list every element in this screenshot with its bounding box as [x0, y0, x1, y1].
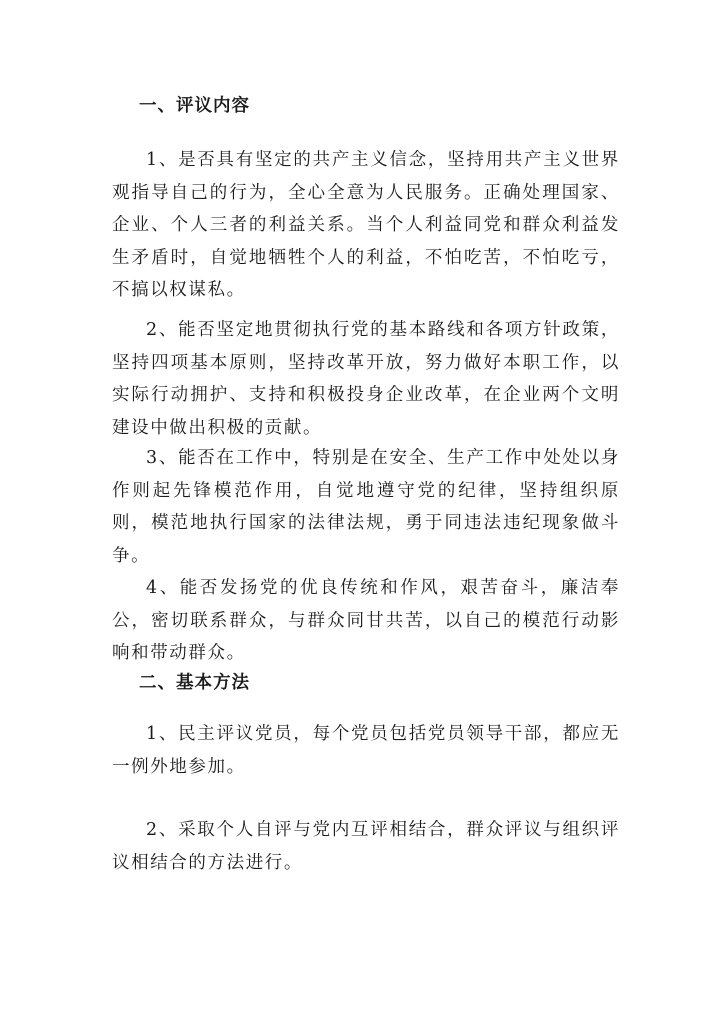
paragraph-method-2: 2、采取个人自评与党内互评相结合，群众评议与组织评议相结合的方法进行。	[112, 820, 620, 873]
paragraph-item-1: 1、是否具有坚定的共产主义信念，坚持用共产主义世界观指导自己的行为，全心全意为人民服务。正确处理国家、企业、个人三者的利益关系。当个人利益同党和群众利益发生矛盾时，自觉地牺牲个人的利益，不怕吃苦，不怕吃亏，不搞以权谋私。	[112, 150, 620, 300]
paragraph-item-3: 3、能否在工作中，特别是在安全、生产工作中处处以身作则起先锋模范作用，自觉地遵守党的纪律，坚持组织原则，模范地执行国家的法律法规，勇于同违法违纪现象做斗争。	[112, 448, 620, 566]
section-heading-basic-methods: 二、基本方法	[139, 673, 250, 693]
paragraph-item-4: 4、能否发扬党的优良传统和作风，艰苦奋斗，廉洁奉公，密切联系群众，与群众同甘共苦，以自己的模范行动影响和带动群众。	[112, 578, 620, 663]
section-heading-evaluation-content: 一、评议内容	[139, 96, 250, 116]
paragraph-item-2: 2、能否坚定地贯彻执行党的基本路线和各项方针政策，坚持四项基本原则，坚持改革开放，努力做好本职工作，以实际行动拥护、支持和积极投身企业改革，在企业两个文明建设中做出积极的贡献。	[112, 320, 620, 438]
paragraph-method-1: 1、民主评议党员，每个党员包括党员领导干部，都应无一例外地参加。	[112, 724, 620, 777]
